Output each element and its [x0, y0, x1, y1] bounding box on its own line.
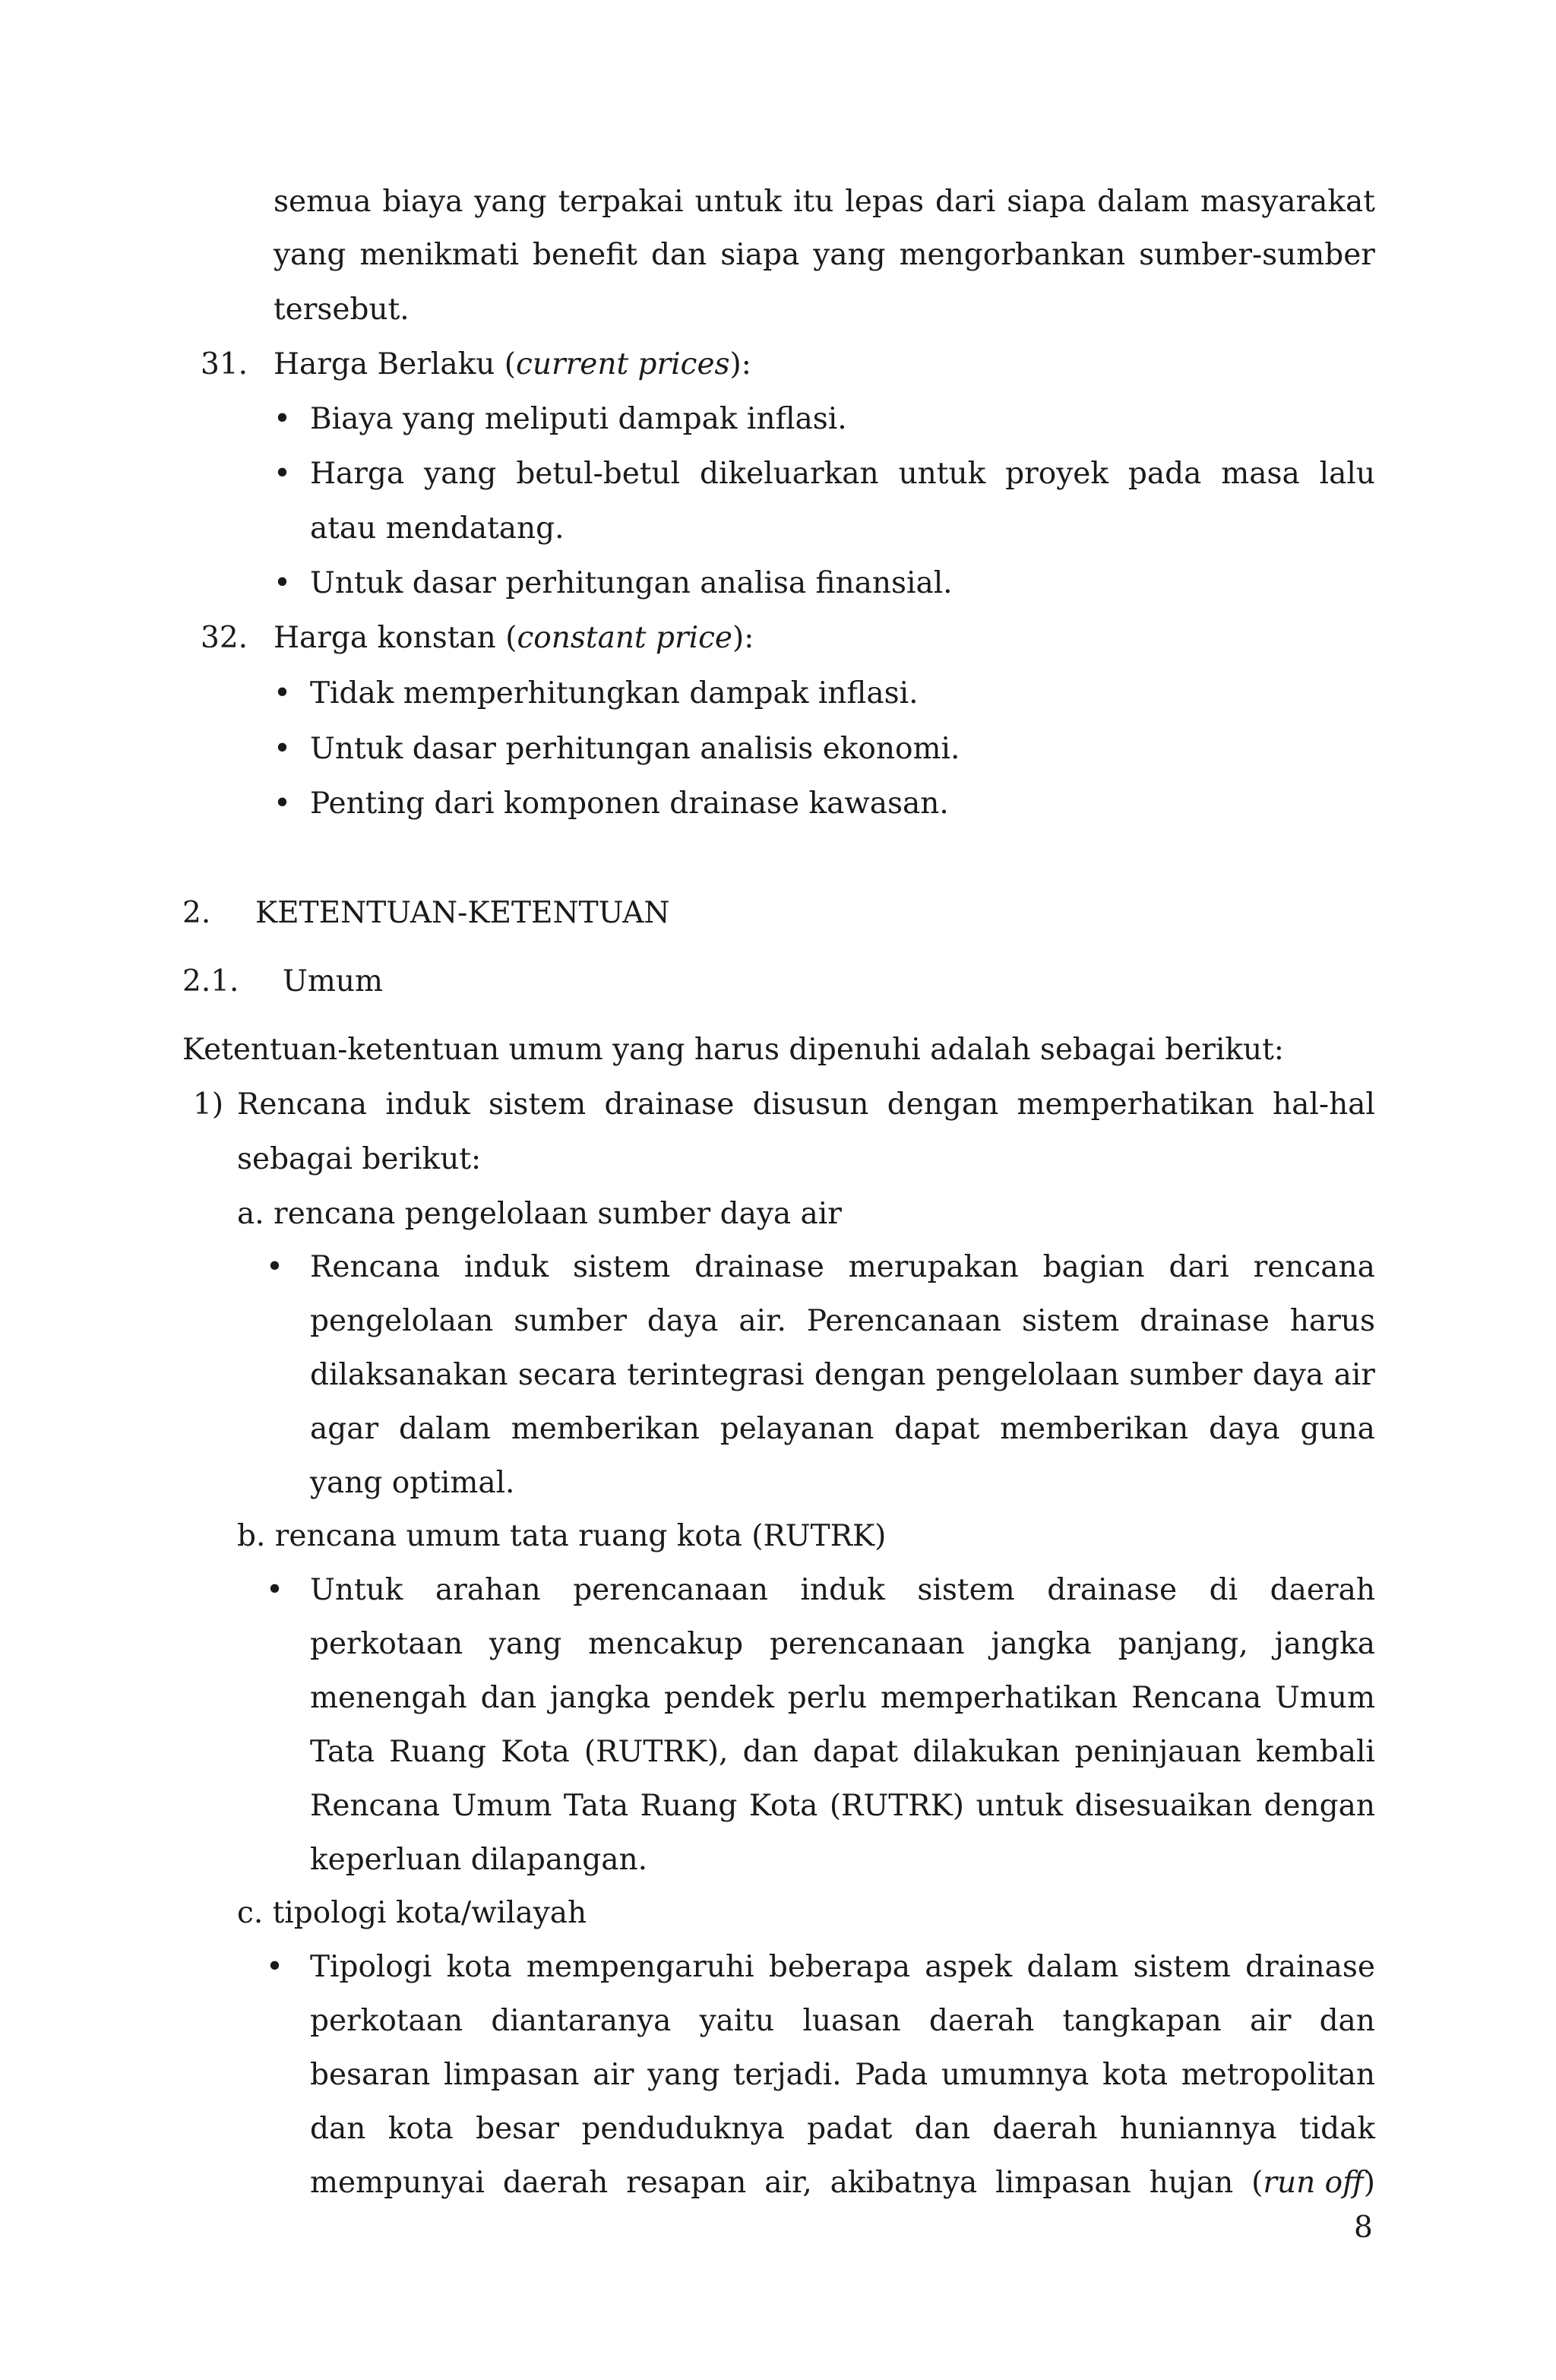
word: sistem	[573, 1250, 671, 1284]
word: sistem	[1133, 1950, 1231, 1984]
word: Tata	[310, 1735, 375, 1769]
word: daerah	[1270, 1573, 1375, 1607]
word: pengelolaan	[310, 1304, 494, 1338]
word: drainase	[1245, 1950, 1375, 1984]
bullet-icon: •	[274, 457, 292, 491]
word: mengorbankan	[899, 238, 1126, 272]
word: padat	[807, 2112, 893, 2146]
word: besaran	[310, 2058, 431, 2092]
paragraph-line	[274, 240, 1375, 270]
paragraph-line	[310, 2060, 1375, 2090]
word: dilakukan	[912, 1735, 1061, 1769]
bullet-icon: •	[274, 676, 292, 711]
word: agar	[310, 1412, 379, 1446]
word: terpakai	[558, 185, 684, 219]
word: menengah	[310, 1681, 467, 1715]
word: jangka	[1274, 1627, 1375, 1661]
section-number: 2.	[182, 896, 211, 930]
word: yang	[813, 238, 886, 272]
word: semua	[274, 185, 372, 219]
word: pengelolaan	[935, 1358, 1120, 1392]
word: Kota	[501, 1735, 570, 1769]
word: proyek	[1005, 457, 1108, 491]
word: dilaksanakan	[310, 1358, 508, 1392]
word: sistem	[917, 1573, 1015, 1607]
item-title: Harga konstan (constant price):	[274, 621, 754, 655]
word: Umum	[1275, 1681, 1375, 1715]
paragraph-line	[310, 1791, 1375, 1821]
sub-item-label-c: c. tipologi kota/wilayah	[237, 1896, 587, 1930]
word: kota	[387, 2112, 454, 2146]
word: memberikan	[511, 1412, 700, 1446]
paragraph-line	[310, 1252, 1375, 1282]
word: dan	[650, 238, 707, 272]
word: Ruang	[640, 1789, 738, 1823]
subsection-title: Umum	[283, 964, 383, 999]
word: sumber-sumber	[1139, 238, 1375, 272]
paragraph-line	[274, 187, 1375, 217]
word: dan	[310, 2112, 366, 2146]
word: sumber	[514, 1304, 627, 1338]
word: Ruang	[389, 1735, 487, 1769]
word: air	[593, 2058, 634, 2092]
word: Pada	[855, 2058, 928, 2092]
word: dengan	[887, 1087, 999, 1122]
word: dikeluarkan	[700, 457, 879, 491]
paragraph-line	[310, 1575, 1375, 1605]
paragraph-line	[310, 1629, 1375, 1659]
bullet-text: Untuk dasar perhitungan analisis ekonomi.	[310, 732, 960, 766]
word: Rencana	[310, 1789, 441, 1823]
bullet-icon: •	[266, 1250, 284, 1284]
word: drainase	[1140, 1304, 1270, 1338]
word: dan	[742, 1735, 799, 1769]
word: dalam	[398, 1412, 491, 1446]
word: daya	[647, 1304, 719, 1338]
word: air.	[738, 1304, 786, 1338]
word: tidak	[1298, 2112, 1375, 2146]
paragraph-line	[310, 1306, 1375, 1336]
word: (RUTRK)	[829, 1789, 965, 1823]
word: Umum	[451, 1789, 552, 1823]
word: yang	[647, 2058, 720, 2092]
word: dan	[480, 1681, 536, 1715]
point-text: sebagai berikut:	[237, 1142, 482, 1176]
word: Rencana	[310, 1250, 441, 1284]
word: itu	[793, 185, 834, 219]
word: akibatnya	[830, 2166, 978, 2200]
word: huniannya	[1120, 2112, 1277, 2146]
word: kota	[446, 1950, 512, 1984]
word: memperhatikan	[880, 1681, 1118, 1715]
word: untuk	[976, 1789, 1064, 1823]
word: yang	[489, 1627, 562, 1661]
word: daerah	[502, 2166, 609, 2200]
word: luasan	[802, 2004, 901, 2038]
word: perkotaan	[310, 2004, 463, 2038]
paragraph-line	[310, 2168, 1375, 2198]
bullet-text: Tidak memperhitungkan dampak inflasi.	[310, 676, 919, 711]
word: menikmati	[359, 238, 520, 272]
word: perlu	[787, 1681, 868, 1715]
word: induk	[463, 1250, 549, 1284]
word: Rencana	[1131, 1681, 1262, 1715]
bullet-icon: •	[274, 566, 292, 600]
english-term: constant price	[517, 621, 733, 655]
word: untuk	[898, 457, 986, 491]
word: disesuaikan	[1074, 1789, 1253, 1823]
page-number: 8	[1354, 2211, 1373, 2245]
sub-item-label-b: b. rencana umum tata ruang kota (RUTRK)	[237, 1519, 887, 1553]
word: perencanaan	[573, 1573, 768, 1607]
word: dapat	[894, 1412, 980, 1446]
paragraph-line	[310, 1360, 1375, 1390]
word: kota	[1102, 2058, 1169, 2092]
word: dapat	[813, 1735, 899, 1769]
word: jangka	[549, 1681, 651, 1715]
closing-paren: )	[1363, 2166, 1375, 2200]
word: hujan	[1149, 2166, 1234, 2200]
word: memberikan	[1000, 1412, 1189, 1446]
word: peninjauan	[1074, 1735, 1241, 1769]
word: hal-hal	[1273, 1087, 1375, 1122]
word: arahan	[435, 1573, 541, 1607]
intro-paragraph: Ketentuan-ketentuan umum yang harus dipenuhi adalah sebagai berikut:	[182, 1033, 1284, 1067]
word: yang	[424, 457, 497, 491]
word: drainase	[694, 1250, 824, 1284]
word: drainase	[1047, 1573, 1178, 1607]
section-title: KETENTUAN-KETENTUAN	[255, 896, 670, 930]
word: Tipologi	[310, 1950, 432, 1984]
word: lalu	[1319, 457, 1375, 491]
word: sistem	[1021, 1304, 1120, 1338]
word: perkotaan	[310, 1627, 463, 1661]
word: dan	[1319, 2004, 1375, 2038]
word: pelayanan	[719, 1412, 874, 1446]
word: dalam	[1026, 1950, 1119, 1984]
word: mempunyai	[310, 2166, 485, 2200]
word: perencanaan	[769, 1627, 965, 1661]
word: metropolitan	[1181, 2058, 1375, 2092]
word: masyarakat	[1200, 185, 1375, 219]
word: panjang,	[1118, 1627, 1248, 1661]
word: (run off)	[1251, 2166, 1375, 2200]
word: kembali	[1256, 1735, 1375, 1769]
paragraph-line	[310, 1952, 1375, 1982]
bullet-icon: •	[266, 1573, 284, 1607]
bullet-text: atau mendatang.	[310, 511, 565, 546]
word: dalam	[1097, 185, 1190, 219]
word: yang	[274, 238, 346, 272]
bullet-icon: •	[266, 1950, 284, 1984]
item-title: Harga Berlaku (current prices):	[274, 347, 751, 381]
paragraph-line	[310, 2006, 1375, 2036]
word: harus	[1289, 1304, 1375, 1338]
word: daya	[1252, 1358, 1324, 1392]
word: secara	[517, 1358, 617, 1392]
word: betul-betul	[516, 457, 681, 491]
word: (RUTRK),	[584, 1735, 729, 1769]
paragraph-line	[310, 1683, 1375, 1713]
word: Rencana	[237, 1087, 368, 1122]
word: untuk	[694, 185, 783, 219]
word: rencana	[1253, 1250, 1375, 1284]
bullet-icon: •	[274, 786, 292, 821]
bullet-text: Untuk dasar perhitungan analisa finansial.	[310, 566, 953, 600]
bullet-text: Biaya yang meliputi dampak inflasi.	[310, 402, 847, 436]
bullet-icon: •	[274, 402, 292, 436]
word: limpasan	[443, 2058, 580, 2092]
word: dengan	[814, 1358, 926, 1392]
word: Kota	[748, 1789, 818, 1823]
word: air,	[764, 2166, 812, 2200]
word: dari	[935, 185, 996, 219]
word: daya	[1209, 1412, 1280, 1446]
word: Untuk	[310, 1573, 403, 1607]
word: limpasan	[995, 2166, 1131, 2200]
word: daerah	[928, 2004, 1035, 2038]
item-number: 31.	[201, 347, 248, 381]
word: lepas	[845, 185, 925, 219]
word: pada	[1127, 457, 1202, 491]
word: umumnya	[941, 2058, 1090, 2092]
word: terintegrasi	[627, 1358, 805, 1392]
word: induk	[800, 1573, 885, 1607]
word: pendek	[664, 1681, 774, 1715]
word: diantaranya	[491, 2004, 672, 2038]
word: resapan	[626, 2166, 747, 2200]
word: air	[1249, 2004, 1292, 2038]
word: induk	[385, 1087, 470, 1122]
word: sumber	[1129, 1358, 1243, 1392]
word: siapa	[1007, 185, 1086, 219]
word: sistem	[488, 1087, 587, 1122]
word: jangka	[991, 1627, 1092, 1661]
word: siapa	[720, 238, 800, 272]
word: aspek	[925, 1950, 1013, 1984]
word: Perencanaan	[806, 1304, 1002, 1338]
sub-item-label-a: a. rencana pengelolaan sumber daya air	[237, 1197, 842, 1231]
word: memperhatikan	[1017, 1087, 1254, 1122]
english-term: current prices	[516, 347, 730, 381]
bullet-text	[310, 459, 1375, 489]
word: beberapa	[768, 1950, 911, 1984]
item-number: 32.	[201, 621, 248, 655]
paragraph-line	[310, 1414, 1375, 1444]
point-text	[237, 1087, 1375, 1122]
point-number: 1)	[193, 1087, 224, 1122]
word: terjadi.	[733, 2058, 842, 2092]
bullet-icon: •	[274, 732, 292, 766]
word: dari	[1169, 1250, 1229, 1284]
word: mempengaruhi	[526, 1950, 754, 1984]
word: dengan	[1263, 1789, 1375, 1823]
word: disusun	[752, 1087, 869, 1122]
word: yang	[474, 185, 547, 219]
word: penduduknya	[581, 2112, 785, 2146]
word: dan	[914, 2112, 970, 2146]
paragraph-line	[310, 1737, 1375, 1767]
word: air	[1333, 1358, 1375, 1392]
word: yaitu	[699, 2004, 775, 2038]
word: tangkapan	[1062, 2004, 1222, 2038]
paragraph-line: yang optimal.	[310, 1466, 515, 1500]
word: guna	[1300, 1412, 1375, 1446]
paragraph-line: tersebut.	[274, 293, 410, 327]
word: masa	[1221, 457, 1300, 491]
word: biaya	[382, 185, 463, 219]
word: drainase	[604, 1087, 735, 1122]
paragraph-line	[310, 2114, 1375, 2144]
word: merupakan	[848, 1250, 1019, 1284]
word: besar	[476, 2112, 560, 2146]
word: di	[1209, 1573, 1238, 1607]
word: Harga	[310, 457, 405, 491]
word: bagian	[1042, 1250, 1145, 1284]
word: Tata	[563, 1789, 629, 1823]
word: benefit	[533, 238, 637, 272]
english-term: run off	[1263, 2166, 1364, 2200]
word: mencakup	[588, 1627, 744, 1661]
paragraph-line: keperluan dilapangan.	[310, 1843, 647, 1877]
word: daerah	[992, 2112, 1098, 2146]
bullet-text: Penting dari komponen drainase kawasan.	[310, 786, 949, 821]
subsection-number: 2.1.	[182, 964, 239, 999]
